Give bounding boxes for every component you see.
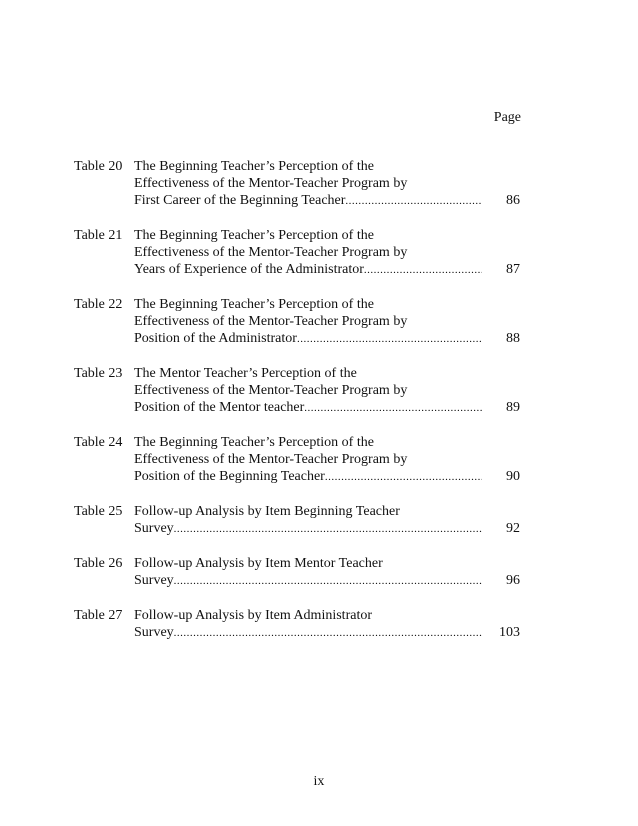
dot-leader — [297, 331, 482, 348]
dot-leader — [174, 625, 482, 642]
title-line: The Beginning Teacher’s Perception of the — [134, 435, 374, 450]
table-number: Table 26 — [74, 556, 123, 571]
title-line: Follow-up Analysis by Item Mentor Teacher — [134, 556, 383, 571]
title-line: Effectiveness of the Mentor-Teacher Program by — [134, 314, 408, 329]
dot-leader — [304, 400, 482, 417]
toc-entry[interactable] — [74, 607, 520, 642]
title-line: Follow-up Analysis by Item Beginning Teacher — [134, 504, 400, 519]
page-ref: 88 — [506, 331, 520, 346]
toc-entry[interactable] — [74, 296, 520, 348]
title-line: The Mentor Teacher’s Perception of the — [134, 366, 357, 381]
title-last-line — [134, 468, 520, 486]
page-ref: 92 — [506, 521, 520, 536]
dot-leader — [364, 262, 482, 279]
toc-entry[interactable] — [74, 365, 520, 417]
title-line: Follow-up Analysis by Item Administrator — [134, 608, 372, 623]
toc-entry[interactable] — [74, 227, 520, 279]
page-ref: 87 — [506, 262, 520, 277]
page-ref: 103 — [499, 625, 520, 640]
title-line: Years of Experience of the Administrator — [134, 262, 364, 277]
title-last-line — [134, 399, 520, 417]
page-number: ix — [313, 774, 325, 789]
page-ref: 90 — [506, 469, 520, 484]
title-last-line — [134, 572, 520, 590]
dot-leader — [174, 573, 482, 590]
title-line: Survey — [134, 573, 174, 588]
title-last-line — [134, 520, 520, 538]
title-line: The Beginning Teacher’s Perception of the — [134, 159, 374, 174]
page-column-header: Page — [493, 110, 521, 125]
title-line: Effectiveness of the Mentor-Teacher Program by — [134, 452, 408, 467]
title-last-line — [134, 192, 520, 210]
page-ref: 89 — [506, 400, 520, 415]
table-title — [134, 555, 520, 590]
toc-entry[interactable] — [74, 158, 520, 210]
table-title — [134, 227, 520, 279]
toc-entry[interactable] — [74, 555, 520, 590]
table-number: Table 21 — [74, 228, 123, 243]
title-line: The Beginning Teacher’s Perception of the — [134, 228, 374, 243]
title-line: Position of the Beginning Teacher — [134, 469, 325, 484]
table-number: Table 23 — [74, 366, 123, 381]
title-line: Position of the Administrator — [134, 331, 297, 346]
toc-entry[interactable] — [74, 434, 520, 486]
table-number: Table 27 — [74, 608, 123, 623]
table-title — [134, 296, 520, 348]
title-line: Survey — [134, 625, 174, 640]
page-ref: 86 — [506, 193, 520, 208]
dot-leader — [174, 521, 482, 538]
table-title — [134, 503, 520, 538]
title-line: Effectiveness of the Mentor-Teacher Program by — [134, 245, 408, 260]
title-line: Effectiveness of the Mentor-Teacher Program by — [134, 383, 408, 398]
dot-leader — [345, 193, 482, 210]
toc-entry[interactable] — [74, 503, 520, 538]
title-last-line — [134, 330, 520, 348]
title-line: Effectiveness of the Mentor-Teacher Program by — [134, 176, 408, 191]
table-number: Table 24 — [74, 435, 123, 450]
dot-leader — [325, 469, 482, 486]
title-line: The Beginning Teacher’s Perception of the — [134, 297, 374, 312]
title-last-line — [134, 624, 520, 642]
table-number: Table 20 — [74, 159, 123, 174]
list-of-tables — [74, 158, 520, 659]
table-title — [134, 434, 520, 486]
title-line: Position of the Mentor teacher — [134, 400, 305, 415]
table-title — [134, 607, 520, 642]
table-title — [134, 365, 520, 417]
table-number: Table 22 — [74, 297, 123, 312]
page-ref: 96 — [506, 573, 520, 588]
title-line: Survey — [134, 521, 174, 536]
title-line: First Career of the Beginning Teacher — [134, 193, 346, 208]
title-last-line — [134, 261, 520, 279]
table-number: Table 25 — [74, 504, 123, 519]
table-title — [134, 158, 520, 210]
